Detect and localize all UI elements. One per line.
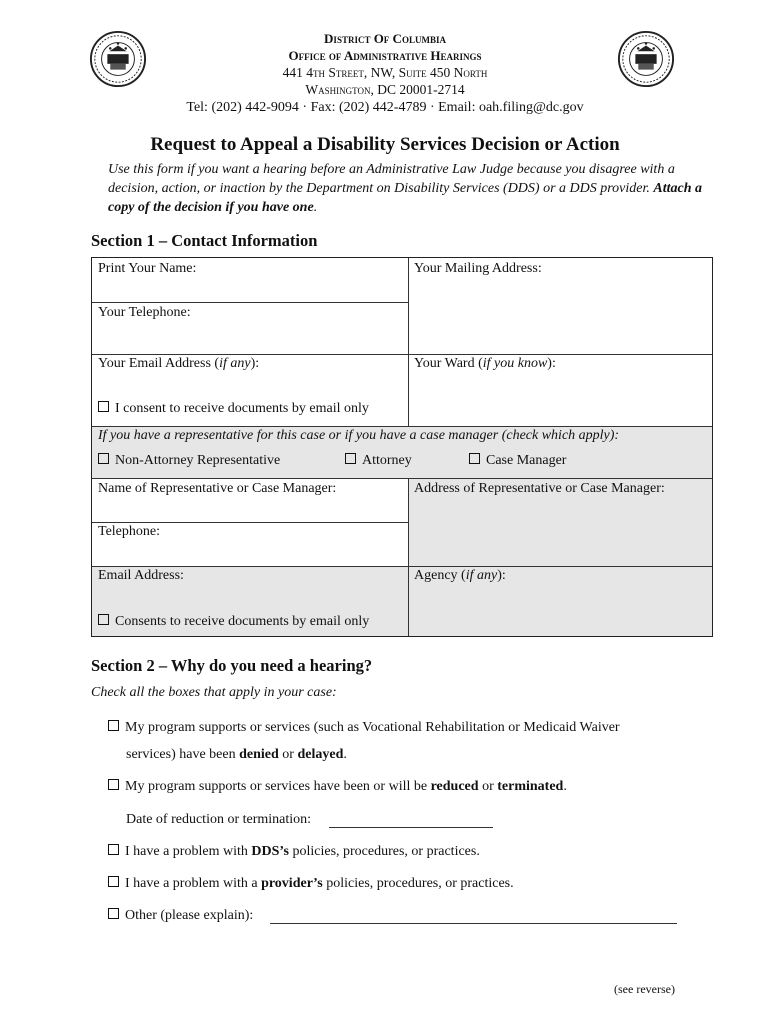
reason-reduced-text: My program supports or services have been or will be xyxy=(125,779,431,794)
reduction-date-label: Date of reduction or termination: xyxy=(126,812,312,827)
rep-address-label: Address of Representative or Case Manager: xyxy=(414,481,665,496)
intro-text: Use this form if you want a hearing before an Administrative Law Judge because you disagree with a decision, action, or inaction by the Department on Disability Services (DDS) or a DDS provider. xyxy=(108,162,675,196)
agency-city: Washington, DC 20001-2714 xyxy=(305,82,465,97)
email-consent-label: I consent to receive documents by email only xyxy=(115,401,369,416)
email-label-text: Your Email Address ( xyxy=(98,356,220,371)
reason-provider-policy-text: I have a problem with a xyxy=(125,876,262,891)
terminated-word: terminated xyxy=(497,779,564,794)
reason-denied-or: or xyxy=(278,747,298,762)
rep-telephone-label: Telephone: xyxy=(98,524,160,539)
agency-district: District Of Columbia xyxy=(324,31,446,46)
reason-dds-policy-option[interactable] xyxy=(108,844,480,860)
section1-heading: Section 1 – Contact Information xyxy=(91,231,318,250)
agency-label-end: ): xyxy=(497,568,506,583)
rep-option-attorney[interactable] xyxy=(345,453,412,469)
email-label-end: ): xyxy=(250,356,260,371)
email-consent-option[interactable] xyxy=(98,401,369,417)
reason-other-text: Other (please explain): xyxy=(125,908,254,923)
agency-contact: Tel: (202) 442-9094 · Fax: (202) 442-4789 · Email: oah.filing@dc.gov xyxy=(186,100,584,115)
intro-end: . xyxy=(313,200,318,215)
reduced-word: reduced xyxy=(430,779,479,794)
rep-email-consent-checkbox[interactable] xyxy=(98,614,109,625)
mailing-address-label: Your Mailing Address: xyxy=(414,261,542,276)
reason-dds-policy-end: policies, procedures, or practices. xyxy=(288,844,480,859)
attorney-checkbox[interactable] xyxy=(345,453,356,464)
email-consent-checkbox[interactable] xyxy=(98,401,109,412)
ward-label xyxy=(414,356,556,372)
non-attorney-checkbox[interactable] xyxy=(98,453,109,464)
agency-label-italic: if any xyxy=(465,568,498,583)
section2-subheading: Check all the boxes that apply in your case: xyxy=(91,685,337,700)
rep-name-label: Name of Representative or Case Manager: xyxy=(98,481,337,496)
reason-reduced-end: . xyxy=(563,779,567,794)
name-label: Print Your Name: xyxy=(98,261,197,276)
rep-address-bg xyxy=(408,478,712,636)
reason-other-checkbox[interactable] xyxy=(108,908,119,919)
rep-option-non-attorney[interactable] xyxy=(98,453,280,469)
reason-denied-option[interactable] xyxy=(108,720,620,736)
ward-label-end: ): xyxy=(547,356,556,371)
intro-bold: Attach a copy of the decision if you have one xyxy=(108,181,703,215)
other-explanation-field[interactable] xyxy=(270,923,677,924)
agency-office: Office of Administrative Hearings xyxy=(288,48,482,63)
form-title: Request to Appeal a Disability Services Decision or Action xyxy=(150,134,620,155)
reason-reduced-or: or xyxy=(478,779,498,794)
ward-label-text: Your Ward ( xyxy=(414,356,483,371)
form-intro xyxy=(108,160,708,217)
see-reverse-note: (see reverse) xyxy=(614,982,675,996)
reason-denied-checkbox[interactable] xyxy=(108,720,119,731)
rep-email-label: Email Address: xyxy=(98,568,184,583)
case-manager-label: Case Manager xyxy=(486,453,567,468)
section2-heading: Section 2 – Why do you need a hearing? xyxy=(91,656,373,675)
reason-provider-policy-checkbox[interactable] xyxy=(108,876,119,887)
non-attorney-label: Non-Attorney Representative xyxy=(115,453,281,468)
reason-reduced-checkbox[interactable] xyxy=(108,779,119,790)
delayed-word: delayed xyxy=(297,747,344,762)
rep-email-consent-option[interactable] xyxy=(98,614,369,630)
dds-word: DDS’s xyxy=(251,844,289,859)
reason-other-option[interactable] xyxy=(108,908,253,924)
reason-dds-policy-checkbox[interactable] xyxy=(108,844,119,855)
reason-dds-policy-text: I have a problem with xyxy=(125,844,252,859)
agency-street: 441 4th Street, NW, Suite 450 North xyxy=(282,65,488,80)
reason-reduced-option[interactable] xyxy=(108,779,567,795)
rep-prompt: If you have a representative for this case or if you have a case manager (check which apply): xyxy=(98,428,620,443)
telephone-label: Your Telephone: xyxy=(98,305,191,320)
agency-label xyxy=(414,568,506,584)
ward-label-italic: if you know xyxy=(482,356,548,371)
reason-provider-policy-end: policies, procedures, or practices. xyxy=(322,876,514,891)
email-label-italic: if any xyxy=(219,356,251,371)
reason-denied-end: . xyxy=(343,747,347,762)
agency-label-text: Agency ( xyxy=(414,568,466,583)
reason-denied-text-b: services) have been xyxy=(126,747,240,762)
reason-denied-continued xyxy=(126,747,347,763)
rep-email-consent-label: Consents to receive documents by email only xyxy=(115,614,370,629)
denied-word: denied xyxy=(239,747,279,762)
reduction-date-field[interactable] xyxy=(329,827,493,828)
case-manager-checkbox[interactable] xyxy=(469,453,480,464)
rep-option-case-manager[interactable] xyxy=(469,453,566,469)
reason-denied-text-a: My program supports or services (such as Vocational Rehabilitation or Medicaid Waiver xyxy=(125,720,620,735)
email-label xyxy=(98,356,259,372)
attorney-label: Attorney xyxy=(362,453,412,468)
reason-provider-policy-option[interactable] xyxy=(108,876,514,892)
provider-word: provider’s xyxy=(261,876,323,891)
